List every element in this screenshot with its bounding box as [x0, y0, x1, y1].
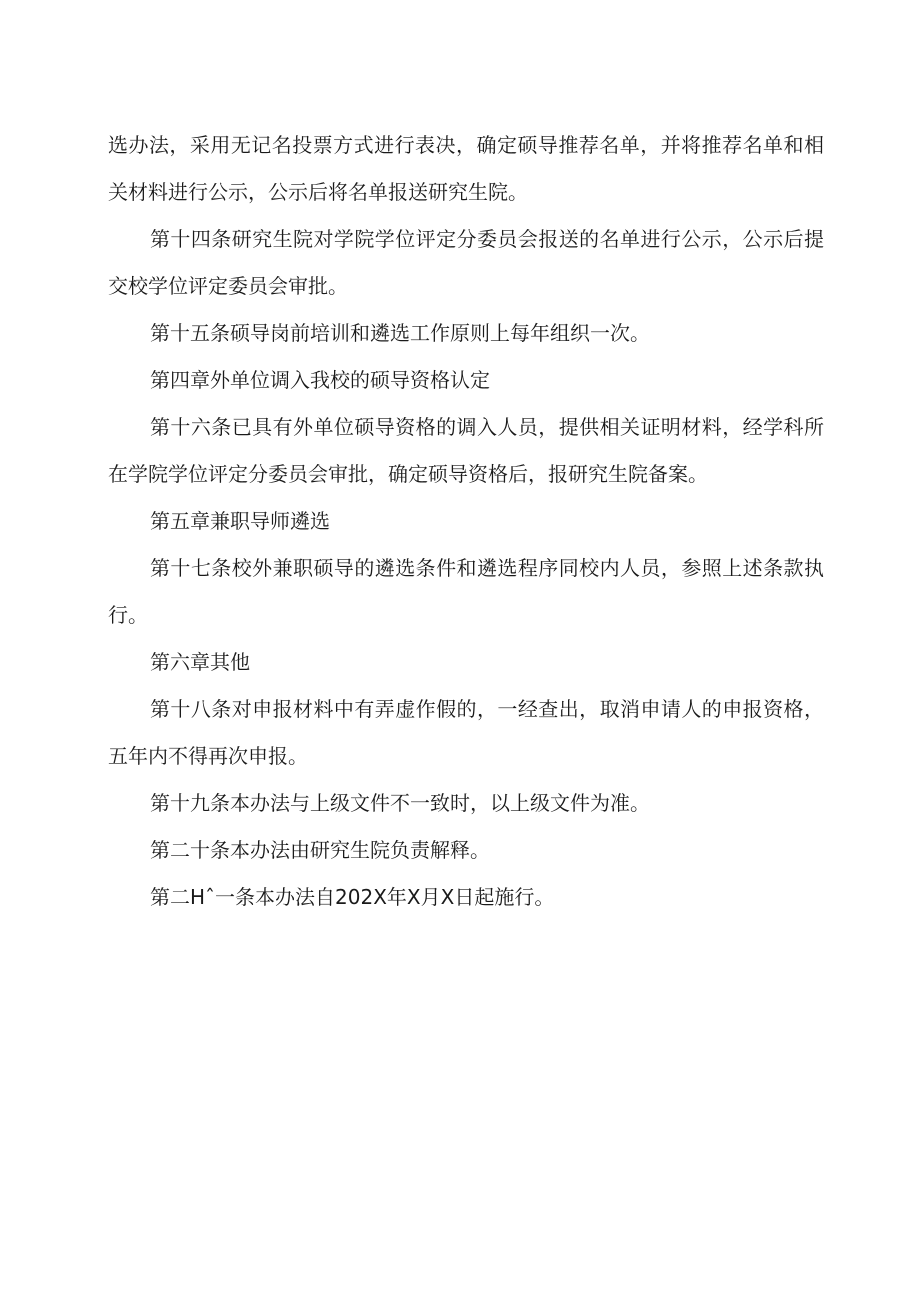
- paragraph-article-20: 第二十条本办法由研究生院负责解释。: [150, 838, 490, 862]
- paragraph-article-16: 第十六条已具有外单位硕导资格的调入人员，提供相关证明材料，经学科所在学院学位评定分委员会审批，确定硕导资格后，报研究生院备案。: [108, 415, 824, 486]
- chapter-heading-5: 第五章兼职导师遴选: [150, 509, 330, 533]
- paragraph-article-18: 第十八条对申报材料中有弄虚作假的，一经查出，取消申请人的申报资格，五年内不得再次申报。: [108, 697, 824, 768]
- document-body: [108, 122, 824, 921]
- chapter-heading-4: 第四章外单位调入我校的硕导资格认定: [150, 368, 490, 392]
- paragraph-article-15: 第十五条硕导岗前培训和遴选工作原则上每年组织一次。: [150, 321, 650, 345]
- paragraph-article-19: 第十九条本办法与上级文件不一致时，以上级文件为准。: [150, 791, 650, 815]
- paragraph-article-17: 第十七条校外兼职硕导的遴选条件和遴选程序同校内人员，参照上述条款执行。: [108, 556, 824, 627]
- chapter-heading-6: 第六章其他: [150, 650, 250, 674]
- paragraph-continuation: 选办法，采用无记名投票方式进行表决，确定硕导推荐名单，并将推荐名单和相关材料进行公示，公示后将名单报送研究生院。: [108, 133, 824, 204]
- paragraph-article-21: 第二Hˆ一条本办法自202X年X月X日起施行。: [150, 885, 555, 909]
- paragraph-article-14: 第十四条研究生院对学院学位评定分委员会报送的名单进行公示，公示后提交校学位评定委员会审批。: [108, 227, 824, 298]
